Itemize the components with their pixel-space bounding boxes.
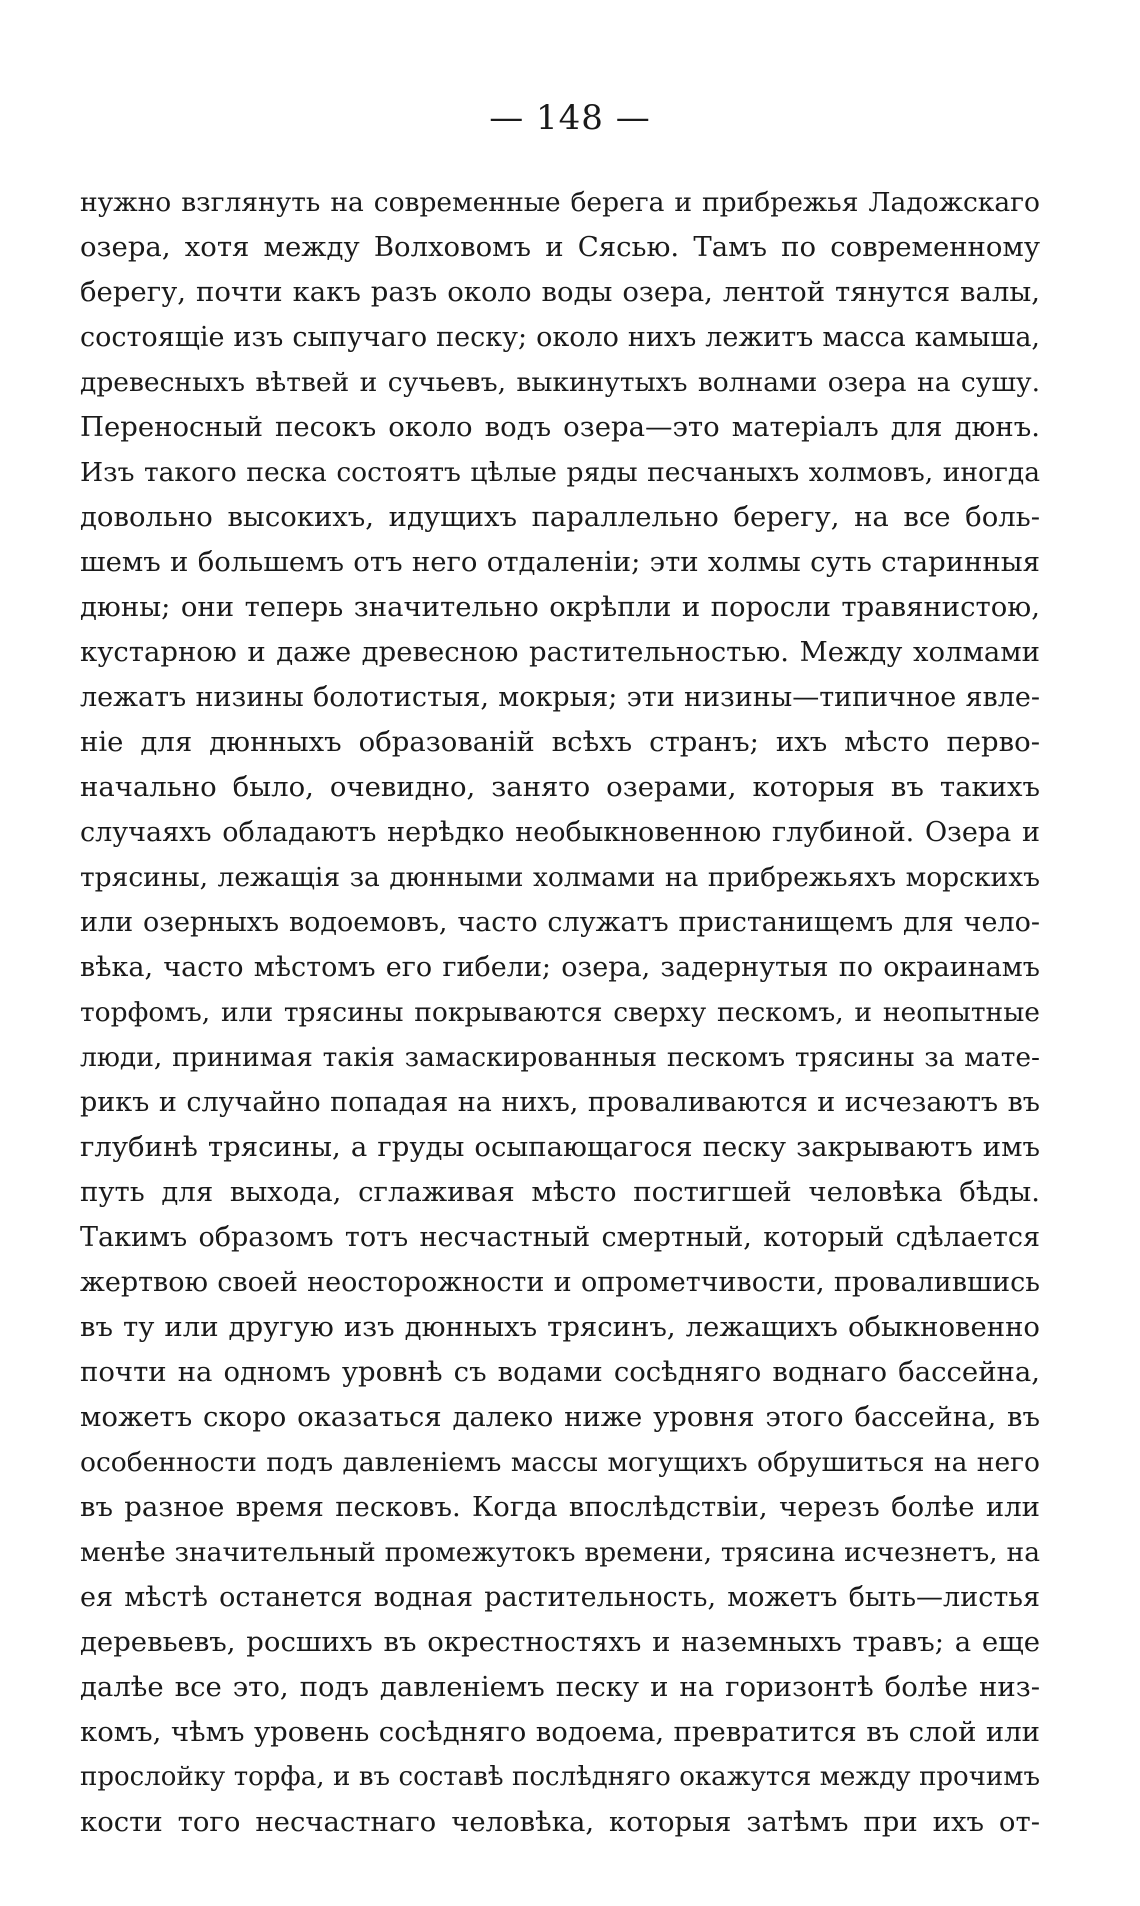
text-line: почти на одномъ уровнѣ съ водами сосѣдняго воднаго бассейна, xyxy=(80,1356,1040,1388)
text-line: жертвою своей неосторожности и опрометчивости, провалившись xyxy=(80,1267,1040,1298)
text-line: особенности подъ давленіемъ массы могущихъ обрушиться на него xyxy=(80,1447,1040,1478)
text-line: берегу, почти какъ разъ около воды озера, лентой тянутся валы, xyxy=(80,276,1040,308)
text-line: случаяхъ обладаютъ нерѣдко необыкновенною глубиной. Озера и xyxy=(80,817,1040,848)
text-line: довольно высокихъ, идущихъ параллельно берегу, на все боль- xyxy=(80,501,1040,533)
text-line: комъ, чѣмъ уровень сосѣдняго водоема, превратится въ слой или xyxy=(80,1716,1040,1748)
text-line: Такимъ образомъ тотъ несчастный смертный, который сдѣлается xyxy=(80,1222,1040,1253)
text-line: шемъ и большемъ отъ него отдаленіи; эти холмы суть старинныя xyxy=(80,546,1040,578)
text-line: дюны; они теперь значительно окрѣпли и поросли травянистою, xyxy=(80,591,1040,623)
text-line: древесныхъ вѣтвей и сучьевъ, выкинутыхъ волнами озера на сушу. xyxy=(80,367,1040,398)
text-line: въ ту или другую изъ дюнныхъ трясинъ, лежащихъ обыкновенно xyxy=(80,1311,1040,1343)
text-line: торфомъ, или трясины покрываются сверху пескомъ, и неопытные xyxy=(80,997,1040,1028)
text-line: Переносный песокъ около водъ озера—это матеріалъ для дюнъ. xyxy=(80,411,1040,443)
text-line: кустарною и даже древесною растительностью. Между холмами xyxy=(80,636,1040,668)
text-line: ея мѣстѣ останется водная растительность, можетъ быть—листья xyxy=(80,1582,1040,1613)
text-line: путь для выхода, сглаживая мѣсто постигшей человѣка бѣды. xyxy=(80,1176,1040,1208)
body-text xyxy=(80,180,1040,1845)
text-line: начально было, очевидно, занято озерами, которыя въ такихъ xyxy=(80,771,1040,803)
text-line: лежатъ низины болотистыя, мокрыя; эти низины—типичное явле- xyxy=(80,682,1040,713)
text-line: трясины, лежащія за дюнными холмами на прибрежьяхъ морскихъ xyxy=(80,862,1040,893)
text-line: прослойку торфа, и въ составѣ послѣдняго окажутся между прочимъ xyxy=(80,1762,1040,1792)
text-line: или озерныхъ водоемовъ, часто служатъ пристанищемъ для чело- xyxy=(80,907,1040,938)
text-line: рикъ и случайно попадая на нихъ, проваливаются и исчезаютъ въ xyxy=(80,1087,1040,1118)
text-line: кости того несчастнаго человѣка, которыя затѣмъ при ихъ от- xyxy=(80,1806,1040,1838)
text-line: менѣе значительный промежутокъ времени, трясина исчезнетъ, на xyxy=(80,1537,1040,1568)
text-line: можетъ скоро оказаться далеко ниже уровня этого бассейна, въ xyxy=(80,1401,1040,1433)
text-line: глубинѣ трясины, а груды осыпающагося песку закрываютъ имъ xyxy=(80,1131,1040,1163)
text-line: деревьевъ, росшихъ въ окрестностяхъ и наземныхъ травъ; а еще xyxy=(80,1626,1040,1658)
text-line: далѣе все это, подъ давленіемъ песку и на горизонтѣ болѣе низ- xyxy=(80,1671,1040,1703)
text-line: Изъ такого песка состоятъ цѣлые ряды песчаныхъ холмовъ, иногда xyxy=(80,457,1040,488)
text-line: озера, хотя между Волховомъ и Сясью. Тамъ по современному xyxy=(80,231,1040,263)
text-line: ніе для дюнныхъ образованій всѣхъ странъ; ихъ мѣсто перво- xyxy=(80,726,1040,758)
page-number: — 148 — xyxy=(489,98,651,138)
text-line: люди, принимая такія замаскированныя пескомъ трясины за мате- xyxy=(80,1042,1040,1073)
text-line: въ разное время песковъ. Когда впослѣдствіи, черезъ болѣе или xyxy=(80,1491,1040,1523)
text-line: нужно взглянуть на современные берега и прибрежья Ладожскаго xyxy=(80,187,1040,218)
text-line: состоящіе изъ сыпучаго песку; около нихъ лежитъ масса камыша, xyxy=(80,322,1040,353)
text-line: вѣка, часто мѣстомъ его гибели; озера, задернутыя по окраинамъ xyxy=(80,952,1040,983)
